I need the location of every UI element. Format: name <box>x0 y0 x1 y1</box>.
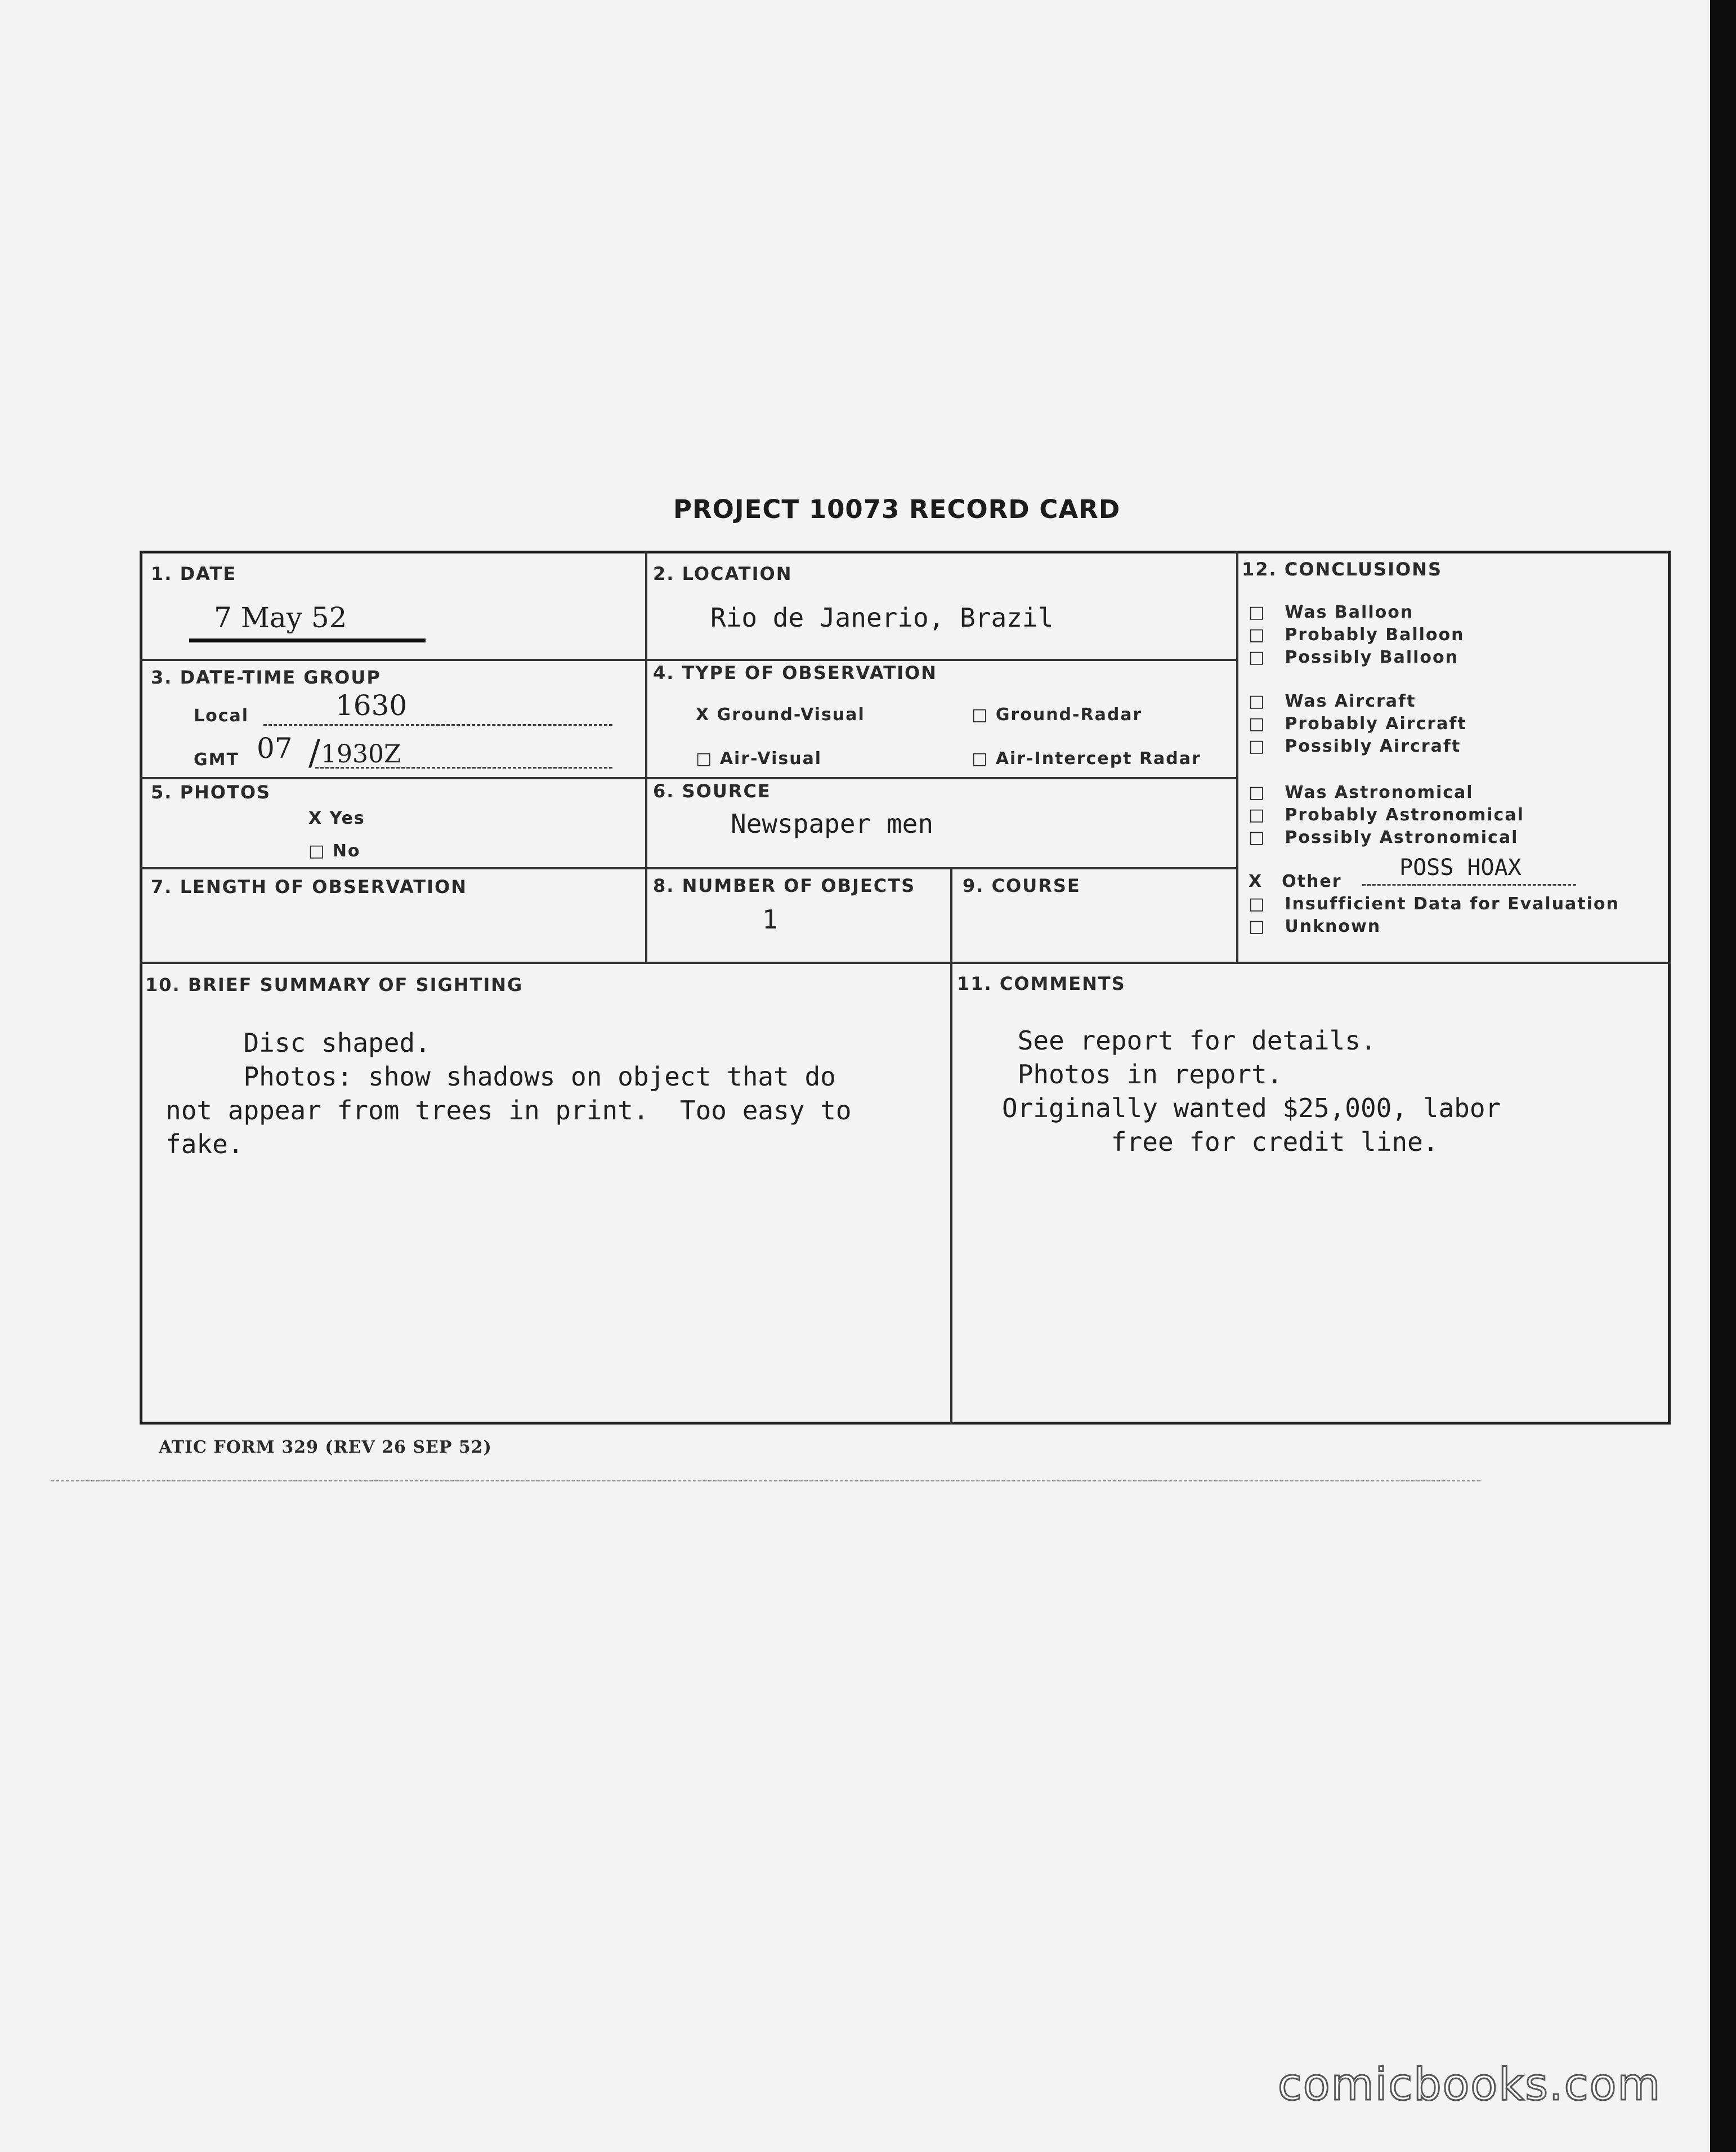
conclusion-possibly-astronomical <box>1249 828 1518 847</box>
date-label: 1. DATE <box>151 563 237 584</box>
comments-text <box>1002 1024 1501 1159</box>
gmt-day: 07 <box>257 732 293 765</box>
conclusion-mark: □ <box>1249 602 1266 622</box>
gmt-separator: / <box>308 732 320 773</box>
conclusion-mark: □ <box>1249 714 1266 734</box>
photos-yes <box>308 809 365 828</box>
summary-line: Photos: show shadows on object that do <box>165 1061 836 1092</box>
conclusion-probably-astronomical <box>1249 805 1524 825</box>
watermark: comicbooks.com <box>1278 2060 1662 2110</box>
summary-label: 10. BRIEF SUMMARY OF SIGHTING <box>145 974 524 995</box>
location-value: Rio de Janerio, Brazil <box>710 602 1054 633</box>
conclusion-text: Insufficient Data for Evaluation <box>1285 894 1619 914</box>
conclusion-mark: □ <box>1249 648 1266 667</box>
conclusions-label: 12. CONCLUSIONS <box>1242 559 1442 580</box>
divider-col1 <box>645 551 647 962</box>
divider-row1 <box>140 659 1237 661</box>
scan-edge-bar <box>1710 0 1736 2152</box>
conclusion-text: Possibly Astronomical <box>1285 828 1519 847</box>
conclusion-mark: □ <box>1249 625 1266 645</box>
conclusion-mark: □ <box>1249 917 1266 936</box>
photos-yes-label: Yes <box>329 809 365 828</box>
obs-air-intercept-radar <box>972 749 1201 769</box>
conclusion-mark: □ <box>1249 736 1266 756</box>
observation-type-label: 4. TYPE OF OBSERVATION <box>653 662 937 684</box>
summary-line: fake. <box>165 1129 244 1159</box>
gmt-line <box>315 767 612 769</box>
obs-ground-visual <box>696 705 865 725</box>
conclusion-other-line <box>1362 884 1576 886</box>
conclusion-insufficient-data <box>1249 894 1619 914</box>
source-value: Newspaper men <box>731 809 934 839</box>
number-of-objects-label: 8. NUMBER OF OBJECTS <box>653 875 916 896</box>
course-label: 9. COURSE <box>963 875 1081 896</box>
obs-ground-visual-mark: X <box>696 705 710 725</box>
conclusion-text: Possibly Aircraft <box>1285 736 1461 756</box>
conclusion-text: Was Astronomical <box>1285 783 1474 802</box>
obs-ground-radar-mark: □ <box>972 705 989 725</box>
conclusion-was-aircraft <box>1249 691 1416 711</box>
conclusion-other-value: POSS HOAX <box>1399 855 1522 881</box>
photos-label: 5. PHOTOS <box>151 782 271 803</box>
photos-no-label: No <box>332 841 361 861</box>
conclusion-mark: □ <box>1249 691 1266 711</box>
divider-col2 <box>1236 551 1238 962</box>
conclusion-text: Other <box>1282 872 1342 891</box>
photos-yes-mark: X <box>308 809 323 828</box>
card-cut-line <box>51 1480 1480 1481</box>
form-id: ATIC FORM 329 (REV 26 SEP 52) <box>159 1437 492 1457</box>
obs-ground-visual-label: Ground-Visual <box>717 705 865 725</box>
gmt-label: GMT <box>194 750 239 770</box>
conclusion-unknown <box>1249 917 1381 936</box>
obs-ground-radar <box>972 705 1142 725</box>
number-of-objects-value: 1 <box>762 904 778 935</box>
conclusion-text: Probably Aircraft <box>1285 714 1467 734</box>
divider-col-mid <box>950 867 952 1425</box>
conclusion-was-astronomical <box>1249 783 1474 802</box>
summary-line: Disc shaped. <box>165 1028 431 1058</box>
conclusion-possibly-aircraft <box>1249 736 1461 756</box>
local-label: Local <box>194 706 249 726</box>
obs-air-intercept-radar-label: Air-Intercept Radar <box>995 749 1201 769</box>
divider-row4 <box>140 962 1671 964</box>
conclusion-mark: □ <box>1249 828 1266 847</box>
obs-air-intercept-radar-mark: □ <box>972 749 989 769</box>
conclusion-possibly-balloon <box>1249 648 1458 667</box>
conclusion-text: Probably Astronomical <box>1285 805 1524 825</box>
conclusion-mark: □ <box>1249 805 1266 825</box>
obs-air-visual <box>696 749 822 769</box>
gmt-value: 1930Z <box>321 740 401 769</box>
local-value: 1630 <box>335 689 408 722</box>
source-label: 6. SOURCE <box>653 780 771 802</box>
obs-ground-radar-label: Ground-Radar <box>995 705 1143 725</box>
comments-label: 11. COMMENTS <box>957 973 1126 994</box>
length-label: 7. LENGTH OF OBSERVATION <box>151 876 467 898</box>
conclusion-text: Was Balloon <box>1285 602 1414 622</box>
conclusion-text: Probably Balloon <box>1285 625 1465 645</box>
photos-no <box>308 841 361 861</box>
comments-line: free for credit line. <box>1002 1127 1439 1157</box>
comments-line: Originally wanted $25,000, labor <box>1002 1093 1501 1123</box>
summary-line: not appear from trees in print. Too easy to <box>165 1095 852 1126</box>
conclusion-mark: □ <box>1249 783 1266 802</box>
conclusion-was-balloon <box>1249 602 1413 622</box>
conclusion-other <box>1249 872 1341 891</box>
conclusion-probably-balloon <box>1249 625 1464 645</box>
divider-row2 <box>140 777 1237 779</box>
conclusion-mark: □ <box>1249 894 1266 914</box>
conclusion-text: Was Aircraft <box>1285 691 1416 711</box>
conclusion-text: Possibly Balloon <box>1285 648 1458 667</box>
date-time-group-label: 3. DATE-TIME GROUP <box>151 667 381 688</box>
obs-air-visual-label: Air-Visual <box>719 749 822 769</box>
divider-row3 <box>140 867 1237 869</box>
obs-air-visual-mark: □ <box>696 749 713 769</box>
date-underline <box>189 639 426 642</box>
card-title: PROJECT 10073 RECORD CARD <box>673 494 1121 524</box>
photos-no-mark: □ <box>308 841 326 861</box>
local-line <box>263 724 612 726</box>
conclusion-text: Unknown <box>1285 917 1381 936</box>
location-label: 2. LOCATION <box>653 563 793 584</box>
summary-text <box>165 1026 852 1161</box>
comments-line: Photos in report. <box>1002 1059 1283 1090</box>
conclusion-mark: X <box>1249 872 1263 891</box>
conclusion-probably-aircraft <box>1249 714 1467 734</box>
date-value: 7 May 52 <box>214 601 347 634</box>
comments-line: See report for details. <box>1002 1025 1376 1056</box>
